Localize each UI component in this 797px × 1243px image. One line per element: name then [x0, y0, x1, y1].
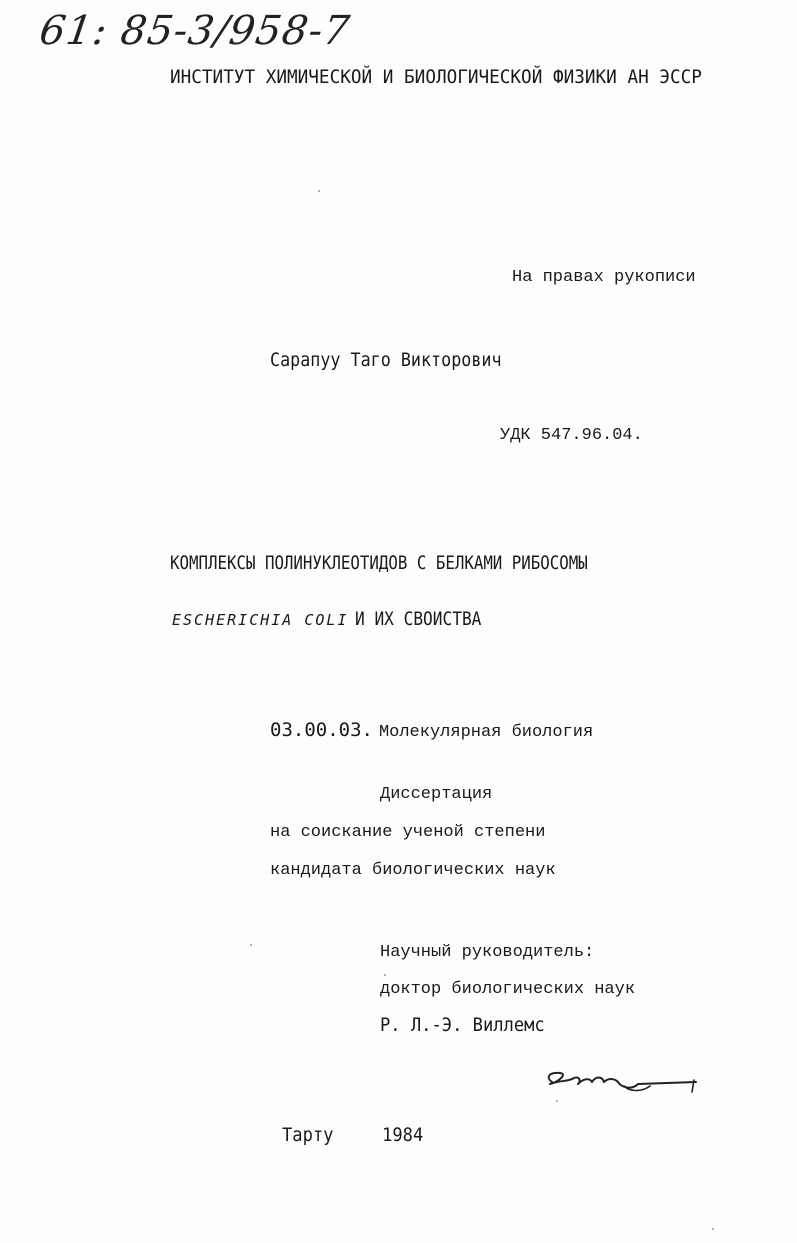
udk-code: УДК 547.96.04.: [500, 426, 643, 445]
specialty-name: Молекулярная биология: [378, 723, 594, 742]
thesis-title-line-2-rest: И ИХ СВОИСТВА: [354, 608, 481, 630]
year: 1984: [382, 1124, 424, 1146]
species-name: ESCHERICHIA COLI: [172, 611, 349, 629]
thesis-title-line-1: КОМПЛЕКСЫ ПОЛИНУКЛЕОТИДОВ С БЕЛКАМИ РИБОСОМЫ: [170, 552, 588, 574]
paper-speck: [384, 974, 386, 976]
paper-speck: [712, 1228, 714, 1230]
paper-speck: [250, 944, 252, 946]
place-and-year: [282, 1124, 423, 1146]
supervisor-degree: доктор биологических наук: [380, 980, 636, 999]
paper-speck: [556, 1100, 558, 1102]
dissertation-purpose: на соискание ученой степени: [270, 823, 546, 842]
handwritten-reference: 61: 85-3/958-7: [36, 8, 353, 54]
supervisor-label: Научный руководитель:: [380, 943, 595, 962]
specialty-code: 03.00.03.: [270, 719, 373, 741]
manuscript-rights: На правах рукописи: [512, 268, 696, 287]
dissertation-degree: кандидата биологических наук: [270, 861, 556, 880]
signature-icon: [538, 1060, 708, 1110]
dissertation-label: Диссертация: [380, 785, 493, 804]
supervisor-name: Р. Л.-Э. Виллемс: [380, 1014, 545, 1036]
author-name: Сарапуу Таго Викторович: [270, 349, 502, 371]
specialty: [270, 719, 593, 742]
paper-speck: [318, 190, 320, 192]
institute-name: ИНСТИТУТ ХИМИЧЕСКОЙ И БИОЛОГИЧЕСКОЙ ФИЗИКИ АН ЭССР: [170, 66, 702, 88]
city: Тарту: [282, 1124, 334, 1146]
thesis-title-line-2: [172, 608, 503, 631]
